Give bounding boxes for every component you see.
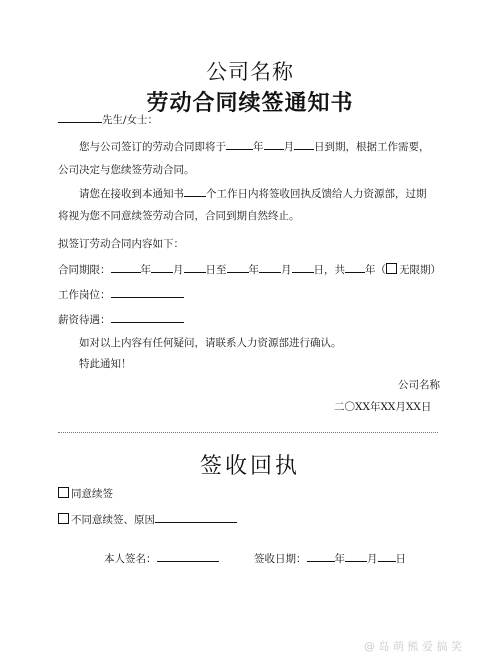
signature-line xyxy=(104,551,219,566)
reason-blank xyxy=(155,512,237,523)
signature-blank xyxy=(157,551,219,562)
para2-line1 xyxy=(79,186,427,201)
disagree-checkbox[interactable] xyxy=(58,513,69,524)
end-year-blank xyxy=(227,262,249,273)
end-year-unit: 年 xyxy=(248,264,259,276)
para1-day: 日到期，根据工作需要， xyxy=(314,141,430,153)
receipt-date-line xyxy=(254,551,406,566)
workday-blank xyxy=(184,186,206,197)
salary-line xyxy=(58,312,184,327)
no-fixed-term-label: 无限期） xyxy=(399,264,441,276)
receipt-year-blank xyxy=(307,551,335,562)
start-month-unit: 月 xyxy=(173,264,184,276)
para1-line1 xyxy=(79,139,430,154)
receipt-year-unit: 年 xyxy=(334,553,345,565)
signoff-company: 公司名称 xyxy=(398,379,440,391)
greeting-text: 先生/女士： xyxy=(102,114,159,126)
questions-note: 如对以上内容有任何疑问，请联系人力资源部进行确认。 xyxy=(79,337,342,349)
position-line xyxy=(58,287,184,302)
end-month-blank xyxy=(259,262,281,273)
company-name-header: 公司名称 xyxy=(206,60,294,84)
receipt-day-unit: 日 xyxy=(395,553,406,565)
position-blank xyxy=(111,287,184,298)
receipt-month-unit: 月 xyxy=(367,553,378,565)
receipt-title: 签收回执 xyxy=(199,454,300,479)
expire-year-blank xyxy=(226,139,253,150)
disagree-label: 不同意续签、原因 xyxy=(71,514,155,526)
total-years-unit: 年（ xyxy=(365,264,386,276)
para1-month: 月 xyxy=(283,141,294,153)
total-years-blank xyxy=(345,262,365,273)
start-month-blank xyxy=(151,262,173,273)
no-fixed-term-checkbox[interactable] xyxy=(386,263,397,274)
notice-text: 特此通知！ xyxy=(79,358,132,370)
expire-month-blank xyxy=(264,139,284,150)
salary-label: 薪资待遇： xyxy=(58,314,111,326)
contract-period-line xyxy=(58,262,441,277)
para1-line2: 公司决定与您续签劳动合同。 xyxy=(58,164,195,176)
start-year-blank xyxy=(111,262,141,273)
agree-option[interactable] xyxy=(58,487,113,501)
start-year-unit: 年 xyxy=(140,264,151,276)
agree-checkbox[interactable] xyxy=(58,487,69,498)
para2-text-b: 个工作日内将签收回执反馈给人力资源部，过期 xyxy=(206,188,427,200)
receipt-month-blank xyxy=(345,551,367,562)
disagree-option[interactable] xyxy=(58,512,237,527)
position-label: 工作岗位： xyxy=(58,289,111,301)
start-day-unit: 日至 xyxy=(205,264,227,276)
cut-line-divider xyxy=(58,432,438,433)
end-day-blank xyxy=(292,262,314,273)
para1-text-a: 您与公司签订的劳动合同即将于 xyxy=(79,141,226,153)
expire-day-blank xyxy=(294,139,314,150)
agree-label: 同意续签 xyxy=(71,488,113,500)
end-day-unit: 日，共 xyxy=(313,264,345,276)
terms-intro: 拟签订劳动合同内容如下： xyxy=(58,238,184,250)
watermark: @ 岛 萌 熊 爱 搞 笑 xyxy=(364,640,462,653)
receipt-day-blank xyxy=(378,551,396,562)
para2-text-a: 请您在接收到本通知书 xyxy=(79,188,184,200)
signature-label: 本人签名： xyxy=(104,553,157,565)
period-label: 合同期限： xyxy=(58,264,111,276)
greeting-line xyxy=(58,112,158,127)
para2-line2: 将视为您不同意续签劳动合同，合同到期自然终止。 xyxy=(58,210,300,222)
para1-year: 年 xyxy=(253,141,264,153)
start-day-blank xyxy=(184,262,206,273)
end-month-unit: 月 xyxy=(281,264,292,276)
receipt-date-label: 签收日期： xyxy=(254,553,307,565)
signoff-date: 二〇XX年XX月XX日 xyxy=(334,401,432,413)
document-title: 劳动合同续签通知书 xyxy=(146,90,354,116)
name-blank xyxy=(58,112,102,123)
salary-blank xyxy=(111,312,184,323)
